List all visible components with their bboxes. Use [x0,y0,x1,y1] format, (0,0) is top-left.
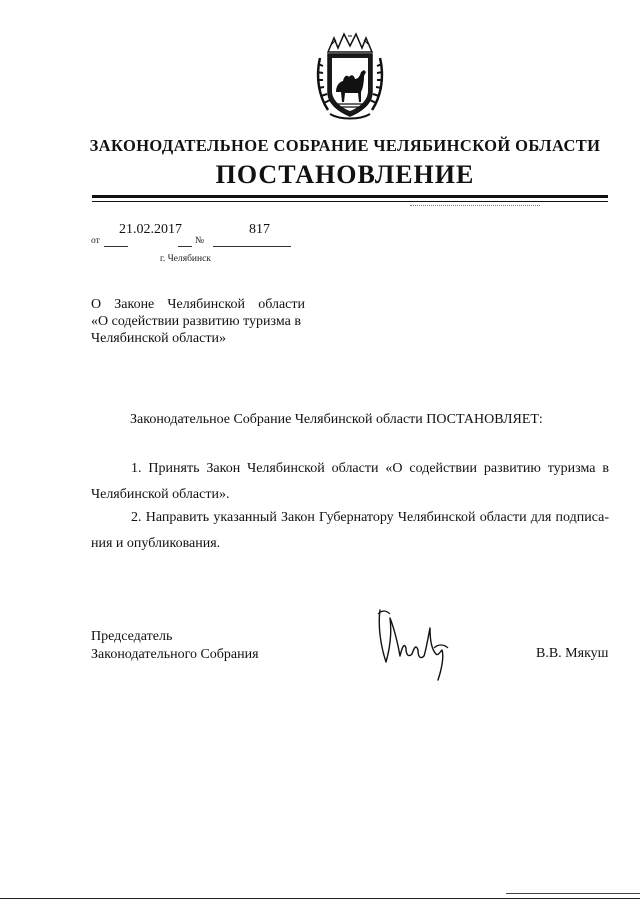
footer-rule [0,898,640,899]
resolution-item-2: 2. Направить указанный Закон Губернатору Челябинской области для подписа-ния и опубликования. [91,510,609,551]
header-rule-dotted [410,205,540,207]
number-label: № [195,236,205,246]
subject-line-2: «О содействии развитию туризма в [91,314,301,329]
resolution-preamble: Законодательное Собрание Челябинской области ПОСТАНОВЛЯЕТ: [130,412,543,427]
coat-of-arms-icon [314,30,386,122]
document-date: 21.02.2017 [119,222,182,237]
city-label: г. Челябинск [160,254,211,264]
subject-line-3: Челябинской области» [91,331,226,346]
header-rule-thin [92,201,608,202]
handwritten-signature-icon [372,604,456,684]
date-label: от [91,236,100,246]
footer-rule-short [506,893,640,894]
signer-title-line-1: Председатель [91,629,173,644]
subject-word: области [258,297,305,312]
subject-line-1 [91,296,305,313]
date-underline [104,246,128,247]
date-underline-tail [178,246,192,247]
document-number: 817 [249,222,270,237]
resolution-item-1: 1. Принять Закон Челябинской области «О содействии развитию туризма в Челябинской области». [91,461,609,502]
header-rule-thick [92,195,608,198]
signer-name: В.В. Мякуш [536,646,609,661]
organization-title: ЗАКОНОДАТЕЛЬНОЕ СОБРАНИЕ ЧЕЛЯБИНСКОЙ ОБЛАСТИ [89,136,601,155]
document-type-heading: ПОСТАНОВЛЕНИЕ [215,160,475,189]
number-underline [213,246,291,247]
signer-title-line-2: Законодательного Собрания [91,647,259,662]
subject-word: Челябинской [167,297,246,312]
subject-word: Законе [114,297,155,312]
signer-title [91,628,259,664]
document-subject [91,296,305,347]
subject-word: О [91,297,102,312]
